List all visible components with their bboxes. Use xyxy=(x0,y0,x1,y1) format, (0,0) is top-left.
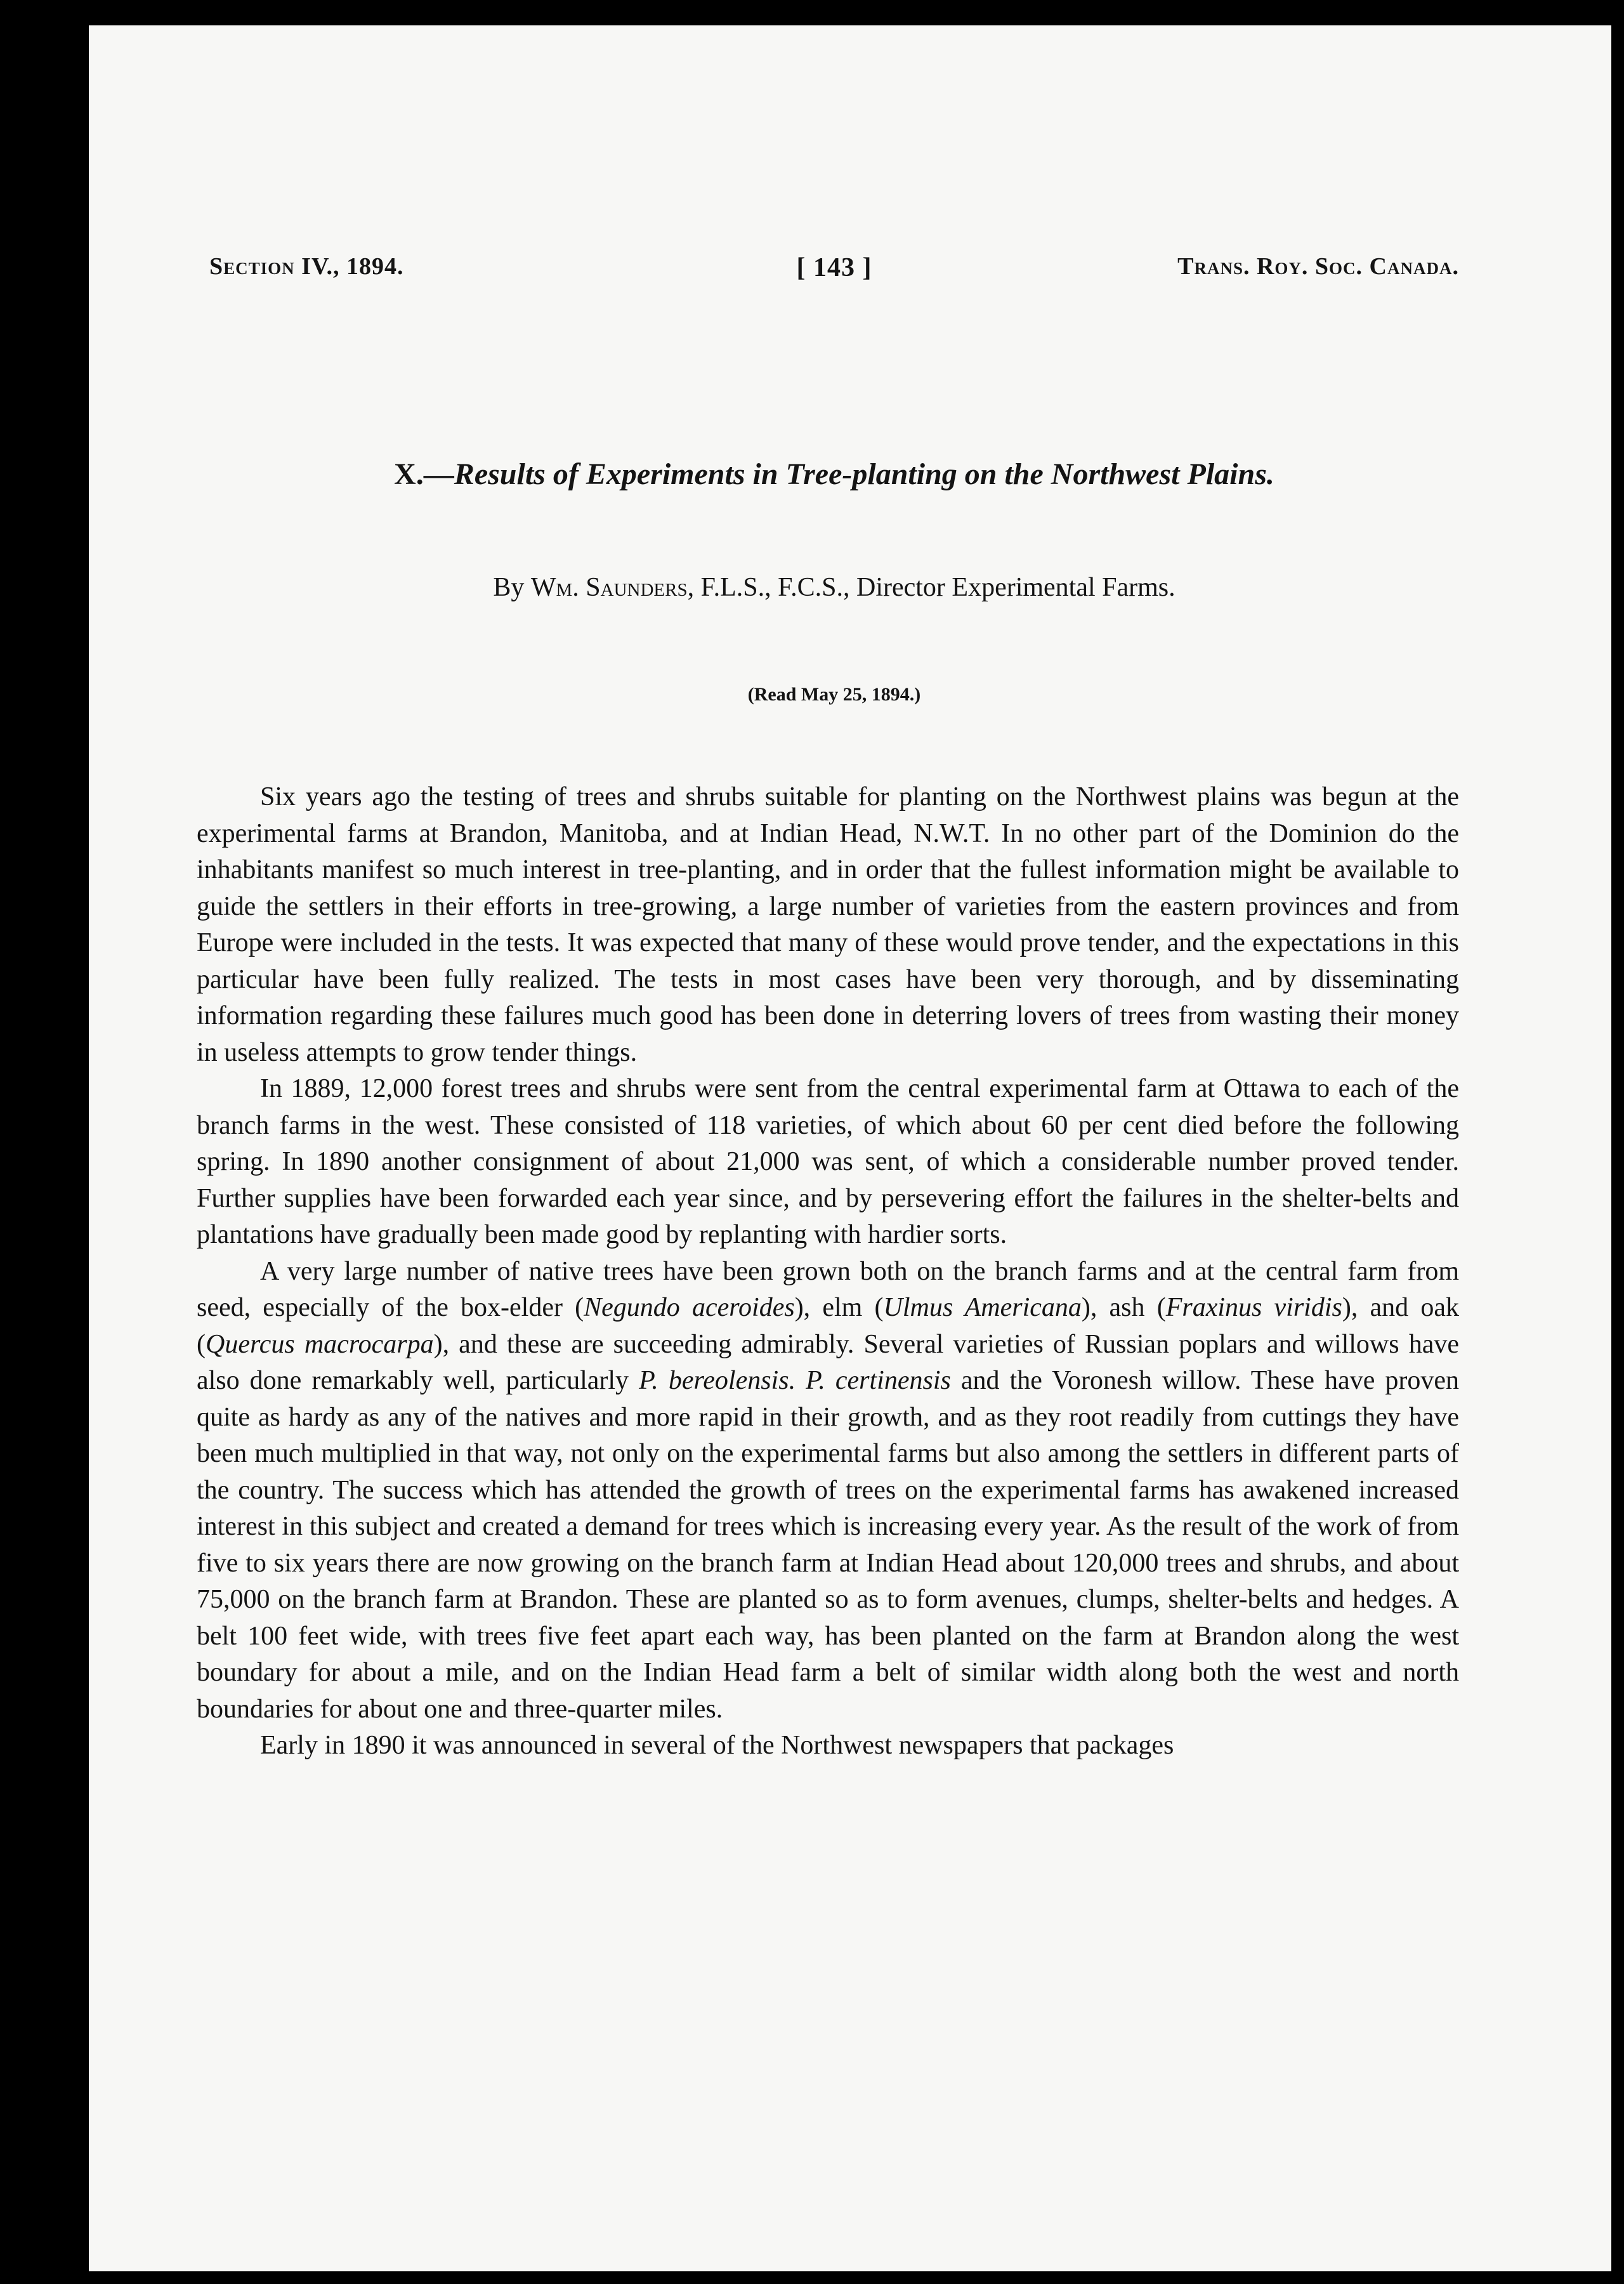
article-number: X.— xyxy=(394,457,454,491)
running-header xyxy=(209,253,1459,297)
species-name: Quercus macrocarpa xyxy=(206,1329,434,1359)
read-date: (Read May 25, 1894.) xyxy=(747,684,921,705)
author-name: Wm. Saunders xyxy=(530,573,688,602)
text-run: ), and these are succeeding admirably. Several varieties of Russian poplars and willows have also done remarkably well, particularly xyxy=(197,1329,1459,1395)
species-name: Ulmus Americana xyxy=(883,1293,1082,1322)
article-title-text: Results of Experiments in Tree-planting on the Northwest Plains. xyxy=(454,457,1274,491)
text-run: A very large number of native trees have been grown both on the branch farms and at the central farm from seed, especially of the box-elder ( xyxy=(197,1256,1459,1322)
text-run: ), and oak ( xyxy=(197,1293,1459,1359)
paragraph-3 xyxy=(197,1254,1459,1728)
byline xyxy=(209,572,1459,603)
species-name: P. bereolensis. P. certinensis xyxy=(639,1366,951,1395)
paragraph-2: In 1889, 12,000 forest trees and shrubs were sent from the central experimental farm at Ottawa to each of the branch farms in the west. These consisted of 118 varieties, of which about 60 per cent died before the following spring. In 1890 another consignment of about 21,000 was sent, of which a considerable number proved tender. Further supplies have been forwarded each year since, and by persevering effort the failures in the shelter-belts and plantations have gradually been made good by replanting with hardier sorts. xyxy=(197,1074,1459,1249)
author-credentials: , F.L.S., F.C.S., Director Experimental Farms. xyxy=(687,573,1175,602)
species-name: Fraxinus viridis xyxy=(1165,1293,1342,1322)
article-body xyxy=(197,779,1459,1764)
text-run: ), elm ( xyxy=(794,1293,884,1322)
journal-name: Trans. Roy. Soc. Canada. xyxy=(1177,253,1459,280)
paragraph-1: Six years ago the testing of trees and shrubs suitable for planting on the Northwest plains was begun at the experimental farms at Brandon, Manitoba, and at Indian Head, N.W.T. In no other part of the Dominion do the inhabitants manifest so much interest in tree-planting, and in order that the fullest information might be available to guide the settlers in their efforts in tree-growing, a large number of varieties from the eastern provinces and from Europe were included in the tests. It was expected that many of these would prove tender, and the expectations in this particular have been fully realized. The tests in most cases have been very thorough, and by disseminating information regarding these failures much good has been done in deterring lovers of trees from wasting their money in useless attempts to grow tender things. xyxy=(197,782,1459,1067)
species-name: Negundo aceroides xyxy=(584,1293,795,1322)
section-label: Section IV., 1894. xyxy=(209,253,404,280)
article-title xyxy=(209,457,1459,492)
text-run: and the Voronesh willow. These have proven quite as hardy as any of the natives and more rapid in their growth, and as they root readily from cuttings they have been much multiplied in that way, not only on the experimental farms but also among the settlers in different parts of the country. The success which has attended the growth of trees on the experimental farms has awakened increased interest in this subject and created a demand for trees which is increasing every year. As the result of the work of from five to six years there are now growing on the branch farm at Indian Head about 120,000 trees and shrubs, and about 75,000 on the branch farm at Brandon. These are planted so as to form avenues, clumps, shelter-belts and hedges. A belt 100 feet wide, with trees five feet apart each way, has been planted on the farm at Brandon along the west boundary for about a mile, and on the Indian Head farm a belt of similar width along both the west and north boundaries for about one and three-quarter miles. xyxy=(197,1366,1460,1724)
paragraph-4: Early in 1890 it was announced in several of the Northwest newspapers that packages xyxy=(260,1731,1174,1760)
page-number: [ 143 ] xyxy=(796,253,872,282)
text-run: ), ash ( xyxy=(1081,1293,1166,1322)
byline-by: By xyxy=(493,573,531,602)
document-page xyxy=(89,25,1611,2271)
